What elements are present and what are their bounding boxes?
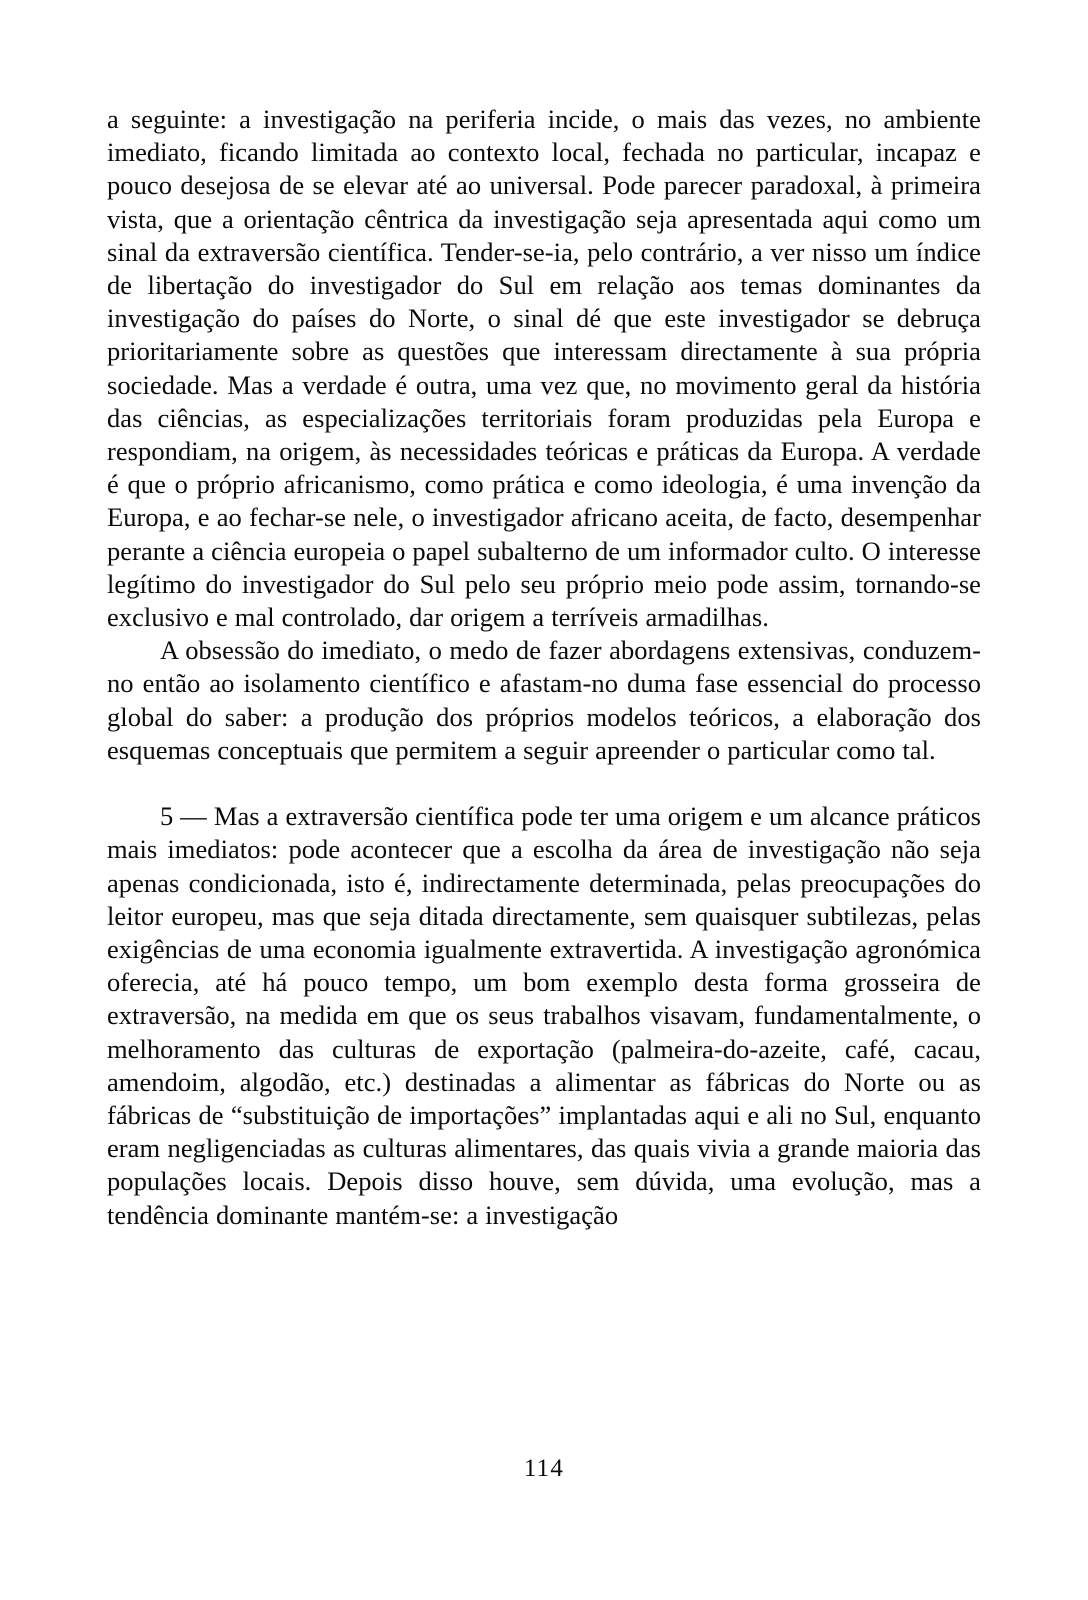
- body-text-block: [107, 103, 981, 1232]
- paragraph-spacer: [107, 767, 981, 800]
- paragraph-continuation: a seguinte: a investigação na periferia incide, o mais das vezes, no ambiente imediato, ficando limitada ao contexto local, fechada no particular, incapaz e pouco desejosa de se elevar até ao universal. Pode parecer paradoxal, à primeira vista, que a orientação cêntrica da investigação seja apresentada aqui como um sinal da extraversão científica. Tender-se-ia, pelo contrário, a ver nisso um índice de libertação do investigador do Sul em relação aos temas dominantes da investigação do países do Norte, o sinal dé que este investigador se debruça prioritariamente sobre as questões que interessam directamente à sua própria sociedade. Mas a verdade é outra, uma vez que, no movimento geral da história das ciências, as especializações territoriais foram produzidas pela Europa e respondiam, na origem, às necessidades teóricas e práticas da Europa. A verdade é que o próprio africanismo, como prática e como ideologia, é uma invenção da Europa, e ao fechar-se nele, o investigador africano aceita, de facto, desempenhar perante a ciência europeia o papel subalterno de um informador culto. O interesse legítimo do investigador do Sul pelo seu próprio meio pode assim, tornando-se exclusivo e mal controlado, dar origem a terríveis armadilhas.: [107, 104, 981, 633]
- page-number: 114: [523, 1455, 565, 1482]
- paragraph-section-5: 5 — Mas a extraversão científica pode ter uma origem e um alcance práticos mais imediatos: pode acontecer que a escolha da área de investigação não seja apenas condicionada, isto é, indirectamente determinada, pelas preocupações do leitor europeu, mas que seja ditada directamente, sem quaisquer subtilezas, pelas exigências de uma economia igualmente extravertida. A investigação agronómica oferecia, até há pouco tempo, um bom exemplo desta forma grosseira de extraversão, na medida em que os seus trabalhos visavam, fundamentalmente, o melhoramento das culturas de exportação (palmeira-do-azeite, café, cacau, amendoim, algodão, etc.) destinadas a alimentar as fábricas do Norte ou as fábricas de “substituição de importações” implantadas aqui e ali no Sul, enquanto eram negligenciadas as culturas alimentares, das quais vivia a grande maioria das populações locais. Depois disso houve, sem dúvida, uma evolução, mas a tendência dominante mantém-se: a investigação: [107, 801, 981, 1230]
- paragraph-obsessao: A obsessão do imediato, o medo de fazer abordagens extensivas, conduzem-no então ao isolamento científico e afastam-no duma fase essencial do processo global do saber: a produção dos próprios modelos teóricos, a elaboração dos esquemas conceptuais que permitem a seguir apreender o particular como tal.: [107, 635, 981, 765]
